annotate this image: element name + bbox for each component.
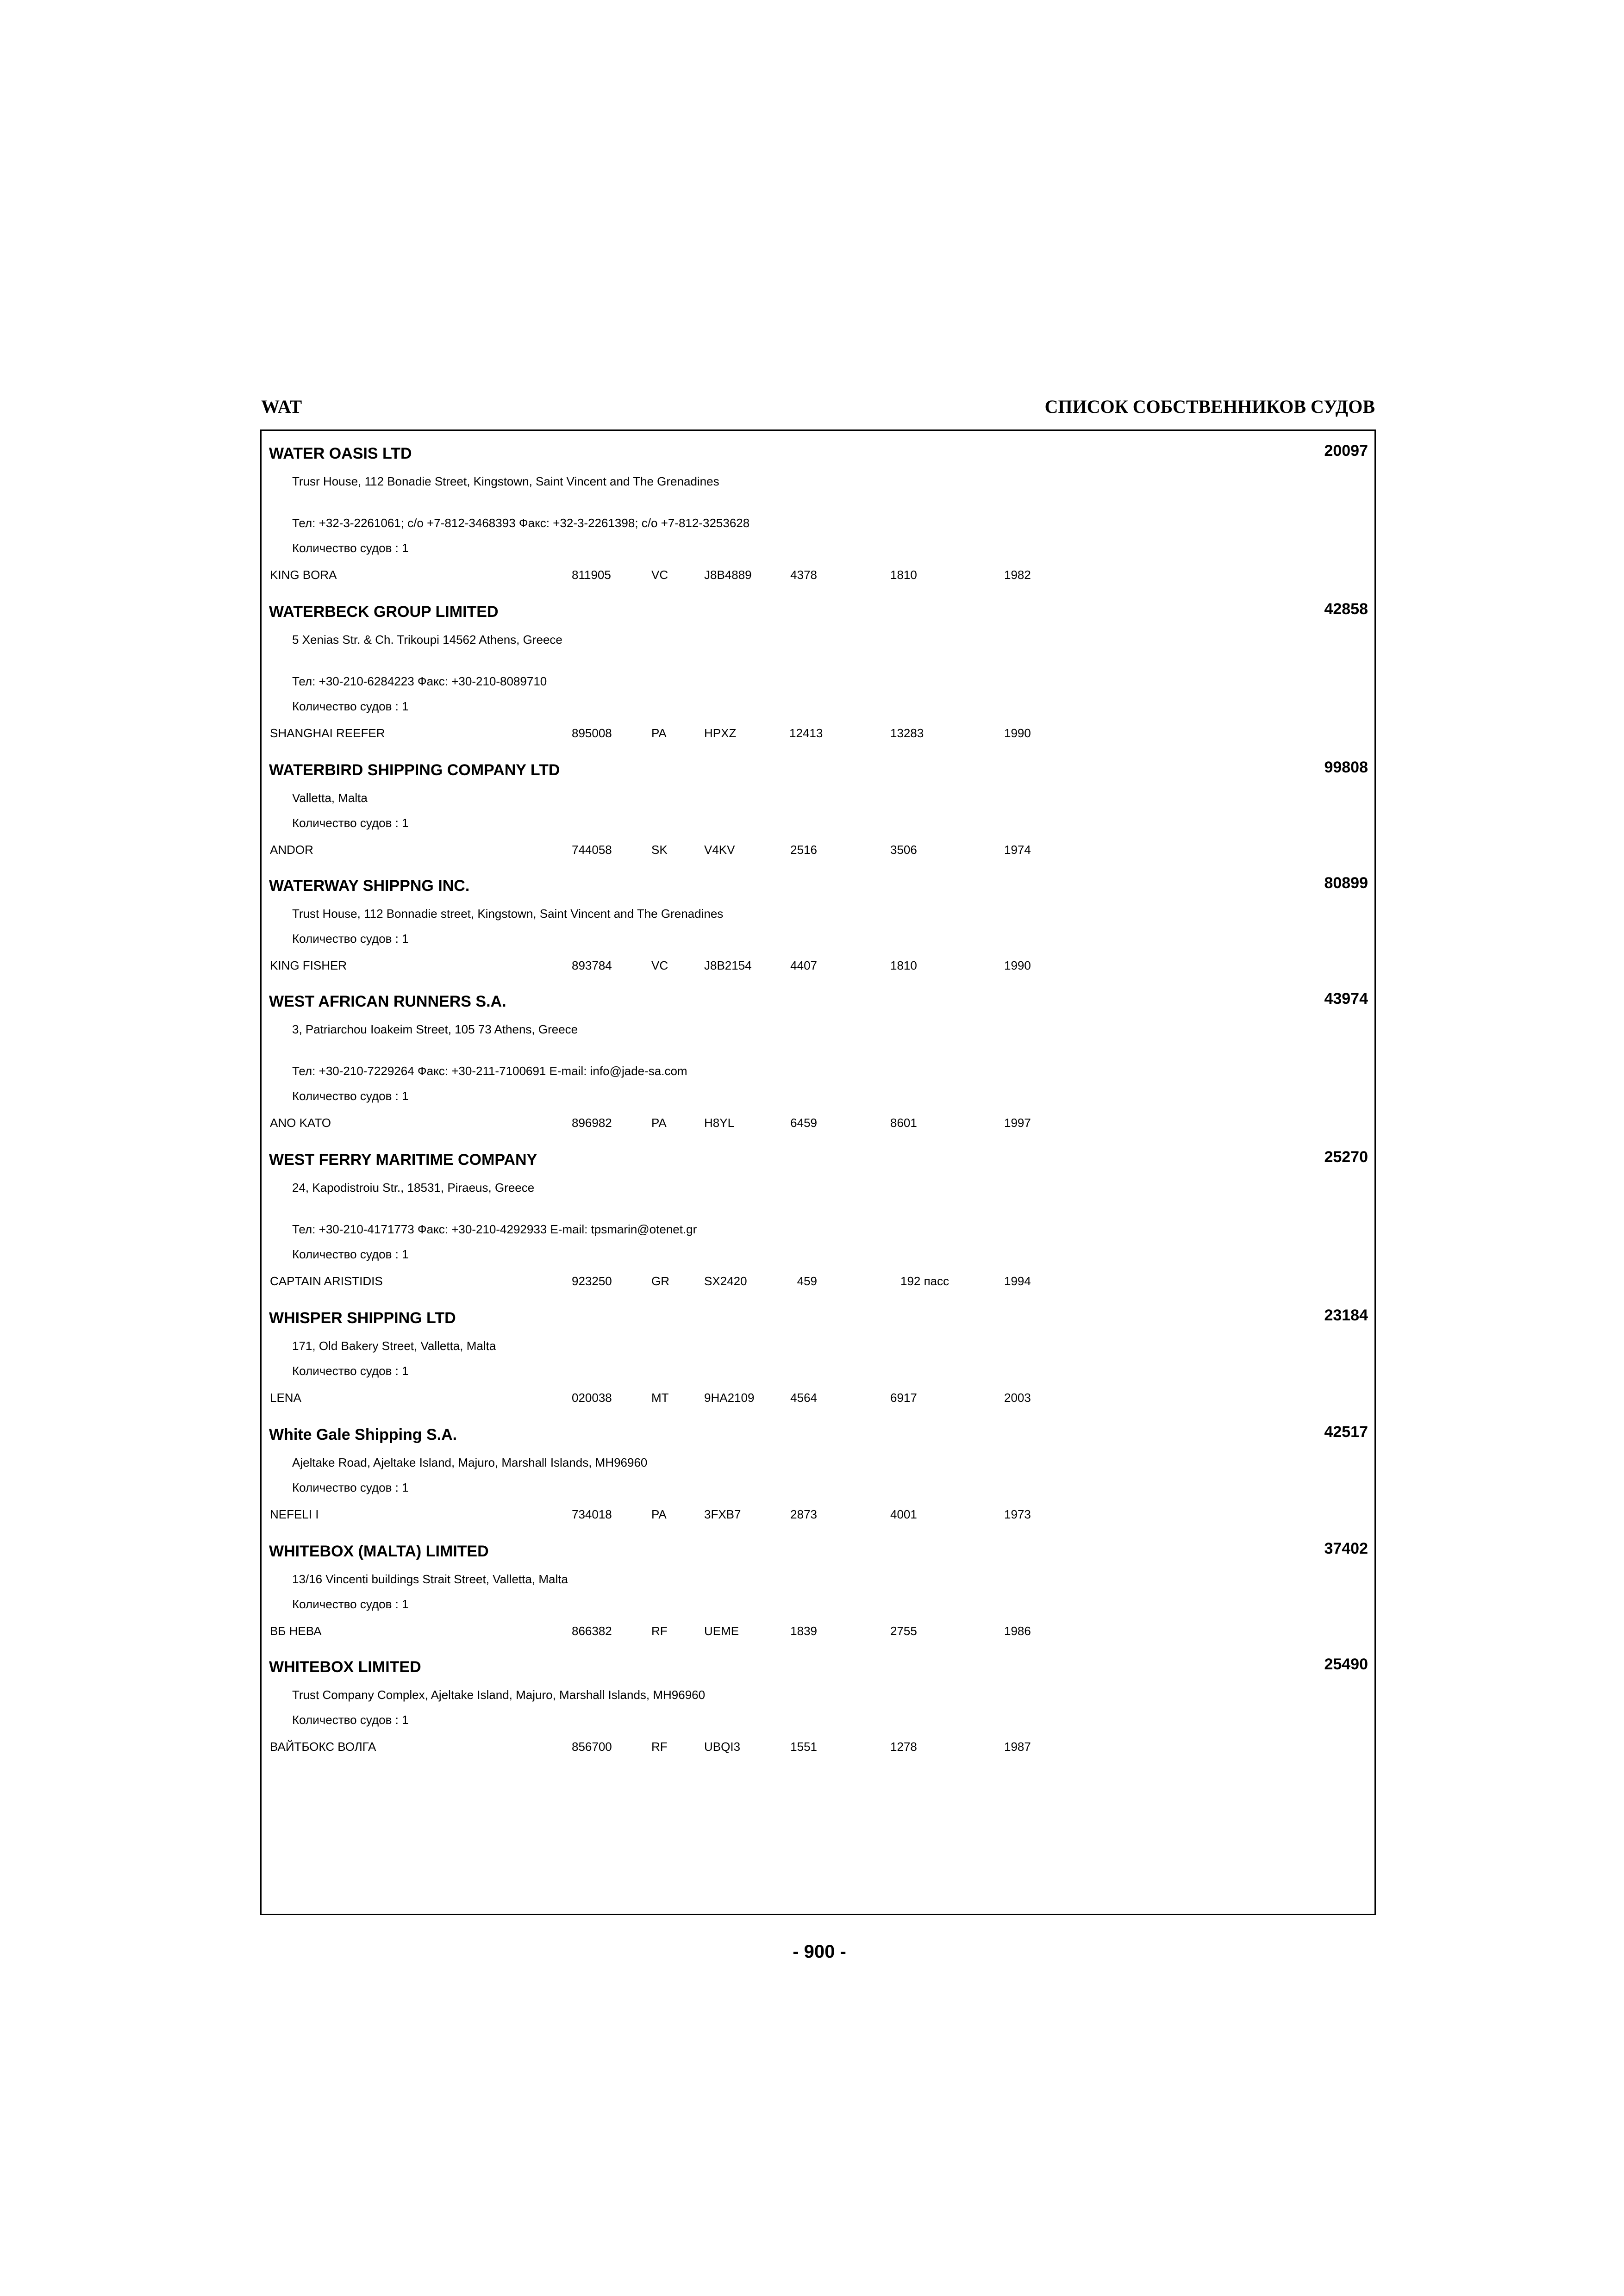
ship-callsign: UBQI3 xyxy=(704,1740,741,1754)
ship-flag: VC xyxy=(651,958,668,972)
ship-number: 020038 xyxy=(572,1391,612,1405)
ship-row xyxy=(262,958,1374,972)
ship-name: ANDOR xyxy=(270,843,313,857)
owner-contact: Тел: +30-210-6284223 Факс: +30-210-8089710 xyxy=(292,674,547,688)
ship-flag: MT xyxy=(651,1391,669,1405)
ship-row xyxy=(262,843,1374,857)
ship-name: CAPTAIN ARISTIDIS xyxy=(270,1274,383,1288)
owner-id: 20097 xyxy=(1324,442,1368,460)
ship-build-year: 1974 xyxy=(1004,843,1031,857)
owner-contact: Тел: +30-210-7229264 Факс: +30-211-7100691 E-mail: info@jade-sa.com xyxy=(292,1064,687,1078)
owner-id: 99808 xyxy=(1324,759,1368,776)
owner-id: 37402 xyxy=(1324,1540,1368,1557)
ship-callsign: J8B4889 xyxy=(704,568,752,582)
ship-count: Количество судов : 1 xyxy=(292,699,409,713)
owner-address: 171, Old Bakery Street, Valletta, Malta xyxy=(292,1339,496,1353)
ship-deadweight: 192 пасс xyxy=(900,1274,949,1288)
ship-deadweight: 8601 xyxy=(890,1116,917,1130)
ship-deadweight: 3506 xyxy=(890,843,917,857)
ship-count: Количество судов : 1 xyxy=(292,1089,409,1103)
ship-name: KING BORA xyxy=(270,568,337,582)
ship-callsign: SX2420 xyxy=(704,1274,747,1288)
ship-callsign: HPXZ xyxy=(704,726,737,740)
ship-gross-tonnage: 4378 xyxy=(790,568,817,582)
owner-name: WHISPER SHIPPING LTD xyxy=(269,1309,456,1327)
ship-name: LENA xyxy=(270,1391,301,1405)
ship-build-year: 1982 xyxy=(1004,568,1031,582)
owner-contact: Тел: +30-210-4171773 Факс: +30-210-4292933 E-mail: tpsmarin@otenet.gr xyxy=(292,1222,697,1236)
ship-number: 923250 xyxy=(572,1274,612,1288)
ship-name: ВБ НЕВА xyxy=(270,1624,322,1638)
ship-callsign: UEME xyxy=(704,1624,739,1638)
ship-count: Количество судов : 1 xyxy=(292,1713,409,1727)
owner-address: Trusr House, 112 Bonadie Street, Kingstown, Saint Vincent and The Grenadines xyxy=(292,474,719,488)
ship-callsign: H8YL xyxy=(704,1116,735,1130)
owner-name: WATER OASIS LTD xyxy=(269,445,412,462)
ship-build-year: 1987 xyxy=(1004,1740,1031,1754)
ship-callsign: 9HA2109 xyxy=(704,1391,755,1405)
ship-callsign: J8B2154 xyxy=(704,958,752,972)
ship-build-year: 1997 xyxy=(1004,1116,1031,1130)
ship-callsign: V4KV xyxy=(704,843,735,857)
owner-name: WATERBIRD SHIPPING COMPANY LTD xyxy=(269,761,560,779)
ship-build-year: 2003 xyxy=(1004,1391,1031,1405)
ship-deadweight: 1810 xyxy=(890,958,917,972)
ship-build-year: 1990 xyxy=(1004,726,1031,740)
owner-address: 13/16 Vincenti buildings Strait Street, Valletta, Malta xyxy=(292,1572,568,1586)
ship-gross-tonnage: 4564 xyxy=(790,1391,817,1405)
owner-id: 80899 xyxy=(1324,874,1368,892)
ship-number: 895008 xyxy=(572,726,612,740)
ship-name: NEFELI I xyxy=(270,1507,319,1521)
owner-address: 24, Kapodistroiu Str., 18531, Piraeus, Greece xyxy=(292,1181,535,1195)
ship-name: ANO KATO xyxy=(270,1116,331,1130)
ship-count: Количество судов : 1 xyxy=(292,1247,409,1261)
owner-name: WATERBECK GROUP LIMITED xyxy=(269,603,499,621)
owner-address: 3, Patriarchou Ioakeim Street, 105 73 Athens, Greece xyxy=(292,1022,578,1036)
owner-id: 25490 xyxy=(1324,1655,1368,1673)
owner-name: White Gale Shipping S.A. xyxy=(269,1426,457,1444)
owner-name: WHITEBOX LIMITED xyxy=(269,1658,421,1676)
ship-name: ВАЙТБОКС ВОЛГА xyxy=(270,1740,376,1754)
ship-deadweight: 13283 xyxy=(890,726,924,740)
ship-count: Количество судов : 1 xyxy=(292,932,409,946)
ship-deadweight: 2755 xyxy=(890,1624,917,1638)
ship-flag: SK xyxy=(651,843,668,857)
ship-build-year: 1973 xyxy=(1004,1507,1031,1521)
ship-number: 866382 xyxy=(572,1624,612,1638)
ship-flag: VC xyxy=(651,568,668,582)
owner-address: Valletta, Malta xyxy=(292,791,368,805)
ship-row xyxy=(262,1274,1374,1288)
ship-row xyxy=(262,1624,1374,1638)
owner-id: 23184 xyxy=(1324,1307,1368,1324)
ship-name: KING FISHER xyxy=(270,958,347,972)
ship-row xyxy=(262,1116,1374,1130)
ship-gross-tonnage: 2873 xyxy=(790,1507,817,1521)
ship-flag: RF xyxy=(651,1740,668,1754)
owner-address: Trust House, 112 Bonnadie street, Kingstown, Saint Vincent and The Grenadines xyxy=(292,907,724,921)
ship-flag: GR xyxy=(651,1274,669,1288)
ship-number: 893784 xyxy=(572,958,612,972)
ship-gross-tonnage: 459 xyxy=(797,1274,817,1288)
ship-count: Количество судов : 1 xyxy=(292,1364,409,1378)
ship-gross-tonnage: 6459 xyxy=(790,1116,817,1130)
owner-name: WEST AFRICAN RUNNERS S.A. xyxy=(269,993,506,1010)
owner-name: WHITEBOX (MALTA) LIMITED xyxy=(269,1543,489,1560)
ship-gross-tonnage: 1839 xyxy=(790,1624,817,1638)
running-header-left: WAT xyxy=(261,396,302,417)
owner-id: 42517 xyxy=(1324,1423,1368,1441)
ship-flag: PA xyxy=(651,1116,667,1130)
ship-build-year: 1994 xyxy=(1004,1274,1031,1288)
ship-build-year: 1990 xyxy=(1004,958,1031,972)
ship-gross-tonnage: 2516 xyxy=(790,843,817,857)
ship-row xyxy=(262,1507,1374,1521)
owner-name: WATERWAY SHIPPNG INC. xyxy=(269,877,470,895)
ship-deadweight: 1278 xyxy=(890,1740,917,1754)
ship-gross-tonnage: 1551 xyxy=(790,1740,817,1754)
running-header-right: СПИСОК СОБСТВЕННИКОВ СУДОВ xyxy=(1044,396,1375,417)
owner-address: Trust Company Complex, Ajeltake Island, Majuro, Marshall Islands, MH96960 xyxy=(292,1688,706,1702)
ship-count: Количество судов : 1 xyxy=(292,1481,409,1494)
ship-count: Количество судов : 1 xyxy=(292,541,409,555)
ship-deadweight: 6917 xyxy=(890,1391,917,1405)
owner-name: WEST FERRY MARITIME COMPANY xyxy=(269,1151,537,1169)
ship-row xyxy=(262,1740,1374,1754)
ship-flag: RF xyxy=(651,1624,668,1638)
ship-flag: PA xyxy=(651,726,667,740)
ship-number: 856700 xyxy=(572,1740,612,1754)
page-number: - 900 - xyxy=(793,1941,846,1962)
ship-row xyxy=(262,568,1374,582)
owner-id: 43974 xyxy=(1324,990,1368,1008)
ship-row xyxy=(262,726,1374,740)
owner-address: Ajeltake Road, Ajeltake Island, Majuro, Marshall Islands, MH96960 xyxy=(292,1456,648,1469)
ship-count: Количество судов : 1 xyxy=(292,1597,409,1611)
ship-count: Количество судов : 1 xyxy=(292,816,409,830)
owner-list-frame xyxy=(260,429,1376,1915)
ship-gross-tonnage: 4407 xyxy=(790,958,817,972)
ship-number: 811905 xyxy=(572,568,611,582)
owner-id: 42858 xyxy=(1324,600,1368,618)
ship-number: 744058 xyxy=(572,843,612,857)
ship-name: SHANGHAI REEFER xyxy=(270,726,385,740)
ship-callsign: 3FXB7 xyxy=(704,1507,741,1521)
ship-number: 734018 xyxy=(572,1507,612,1521)
owner-address: 5 Xenias Str. & Ch. Trikoupi 14562 Athens, Greece xyxy=(292,633,562,647)
owner-id: 25270 xyxy=(1324,1148,1368,1166)
ship-build-year: 1986 xyxy=(1004,1624,1031,1638)
ship-number: 896982 xyxy=(572,1116,612,1130)
ship-deadweight: 1810 xyxy=(890,568,917,582)
owner-contact: Тел: +32-3-2261061; c/o +7-812-3468393 Факс: +32-3-2261398; c/o +7-812-3253628 xyxy=(292,516,750,530)
ship-row xyxy=(262,1391,1374,1405)
ship-gross-tonnage: 12413 xyxy=(789,726,823,740)
ship-flag: PA xyxy=(651,1507,667,1521)
ship-deadweight: 4001 xyxy=(890,1507,917,1521)
